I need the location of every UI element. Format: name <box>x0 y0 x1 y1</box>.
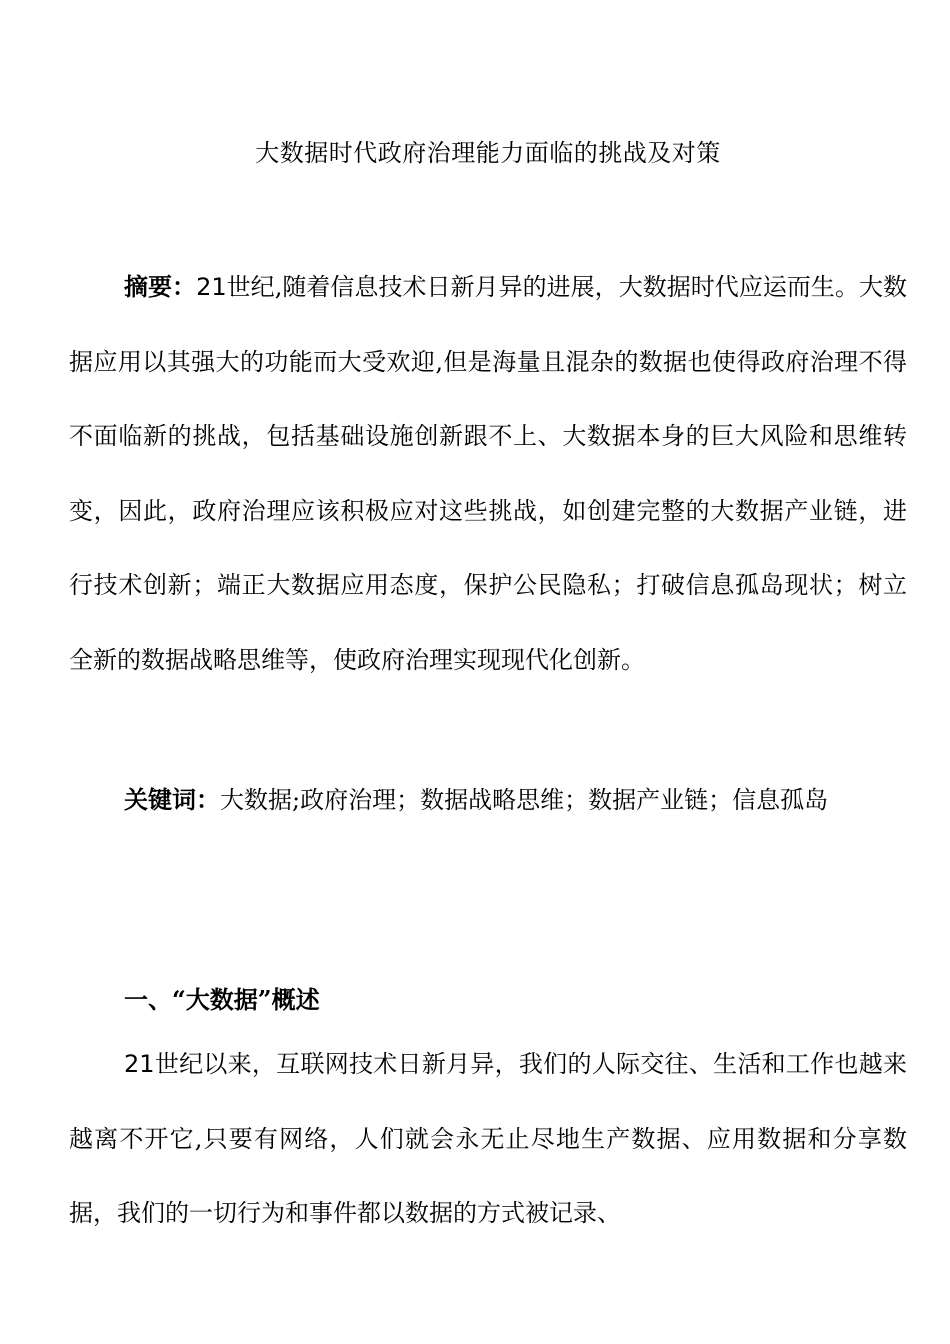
abstract-label: 摘要： <box>124 272 197 301</box>
section-number: 21 <box>124 1050 155 1078</box>
section-heading: 一、“大数据”概述 <box>124 985 320 1014</box>
keywords-paragraph <box>69 763 907 838</box>
document-title: 大数据时代政府治理能力面临的挑战及对策 <box>255 139 721 167</box>
keywords-label: 关键词： <box>124 785 220 814</box>
abstract-number: 21 <box>196 273 227 301</box>
section-paragraph <box>69 1027 907 1251</box>
section-text: 世纪以来，互联网技术日新月异，我们的人际交往、生活和工作也越来越离不开它,只要有网络，人们就会永无止尽地生产数据、应用数据和分享数据，我们的一切行为和事件都以数据的方式被记录、 <box>69 1050 907 1227</box>
abstract-paragraph <box>69 250 907 697</box>
abstract-text: 世纪,随着信息技术日新月异的进展，大数据时代应运而生。大数据应用以其强大的功能而大受欢迎,但是海量且混杂的数据也使得政府治理不得不面临新的挑战，包括基础设施创新跟不上、大数据本身的巨大风险和思维转变，因此，政府治理应该积极应对这些挑战，如创建完整的大数据产业链，进行技术创新；端正大数据应用态度，保护公民隐私；打破信息孤岛现状；树立全新的数据战略思维等，使政府治理实现现代化创新。 <box>69 273 907 674</box>
keywords-text: 大数据;政府治理；数据战略思维；数据产业链；信息孤岛 <box>220 786 829 814</box>
